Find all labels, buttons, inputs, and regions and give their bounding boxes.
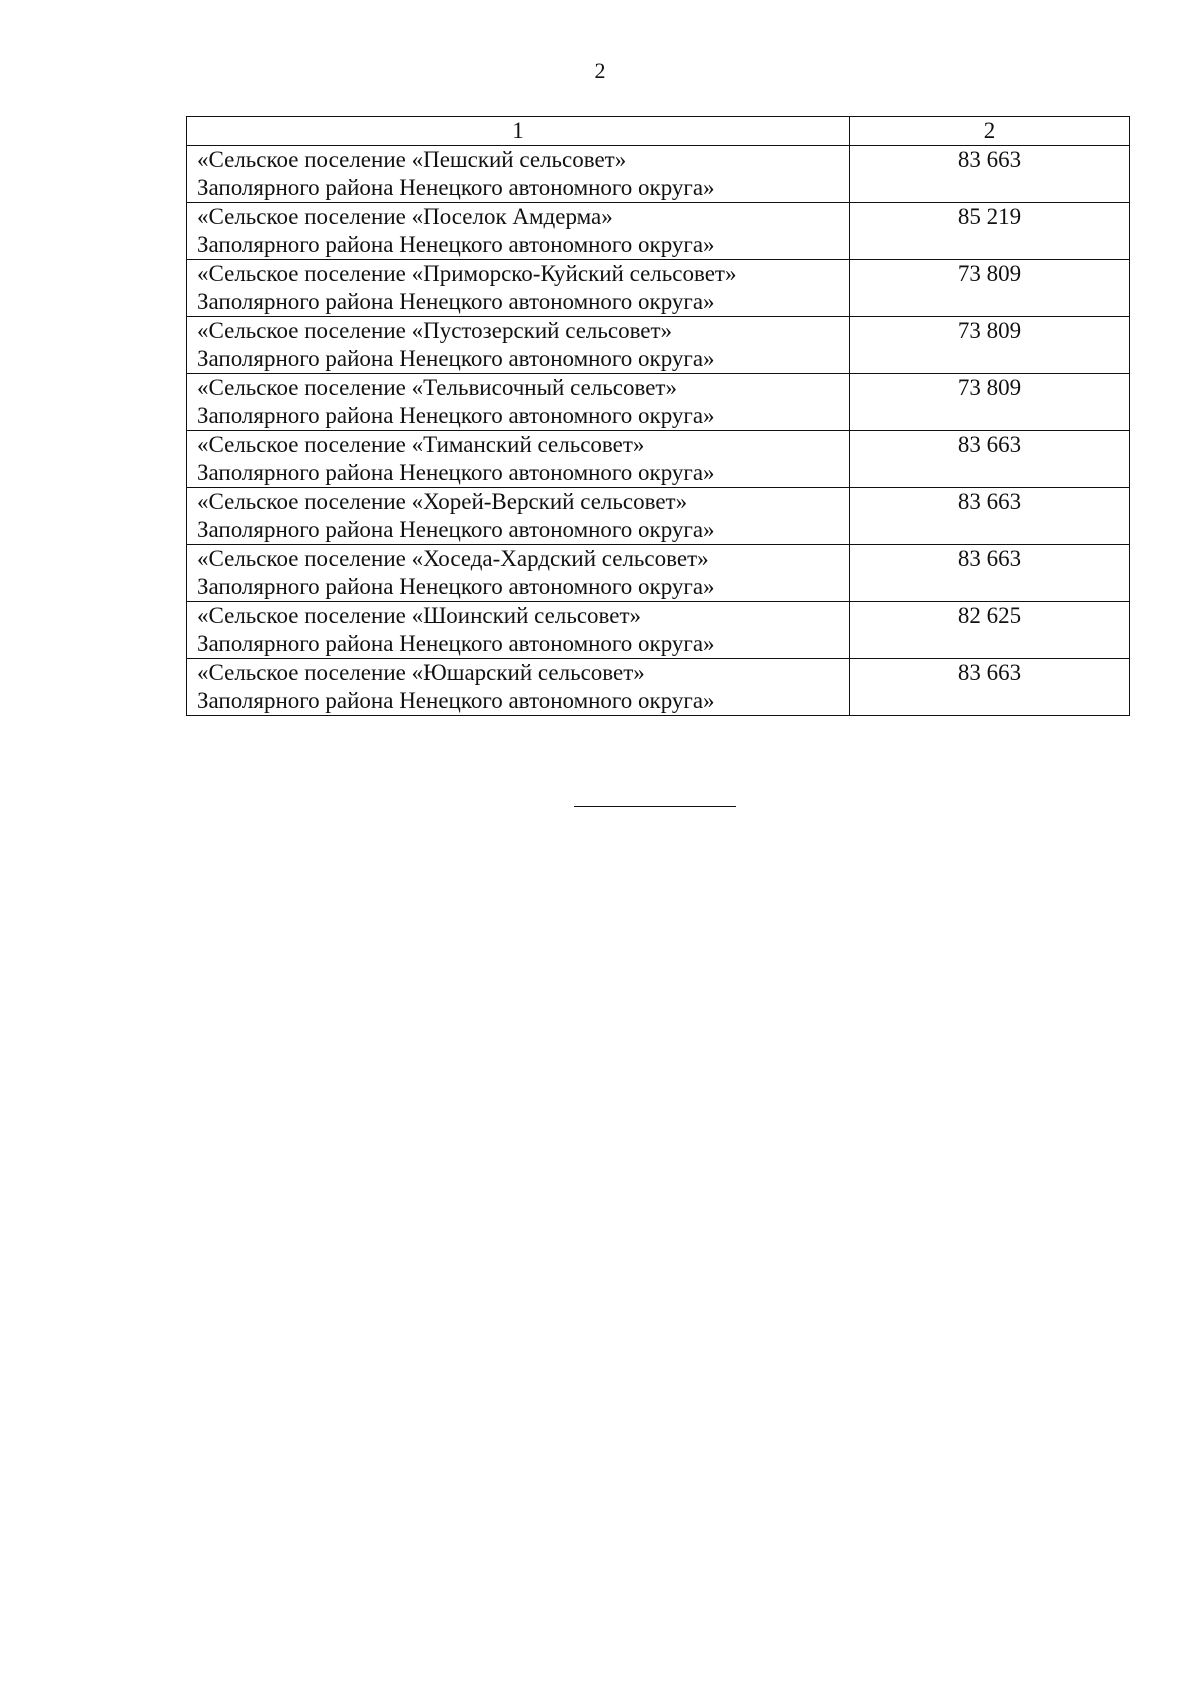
settlement-name-cell — [187, 203, 850, 260]
settlement-name-cell — [187, 545, 850, 602]
settlement-value-cell: 85 219 — [850, 203, 1130, 260]
table-row — [187, 146, 1130, 203]
settlement-value-cell: 73 809 — [850, 374, 1130, 431]
table-row — [187, 260, 1130, 317]
settlement-name-line1: «Сельское поселение «Хорей-Верский сельсовет» — [197, 489, 688, 514]
settlement-value-cell: 83 663 — [850, 431, 1130, 488]
closing-rule — [574, 806, 736, 807]
settlement-name-line2: Заполярного района Ненецкого автономного округа» — [197, 631, 715, 656]
settlement-value-cell: 83 663 — [850, 146, 1130, 203]
settlement-value-cell: 83 663 — [850, 488, 1130, 545]
settlement-name-line2: Заполярного района Ненецкого автономного округа» — [197, 232, 715, 257]
settlement-name-line1: «Сельское поселение «Приморско-Куйский сельсовет» — [197, 261, 737, 286]
settlement-value-cell: 73 809 — [850, 260, 1130, 317]
settlement-name-line2: Заполярного района Ненецкого автономного округа» — [197, 517, 715, 542]
settlement-name-line2: Заполярного района Ненецкого автономного округа» — [197, 460, 715, 485]
settlement-name-cell — [187, 602, 850, 659]
settlement-name-line2: Заполярного района Ненецкого автономного округа» — [197, 346, 715, 371]
settlement-value-cell: 82 625 — [850, 602, 1130, 659]
table-row — [187, 374, 1130, 431]
settlement-name-cell — [187, 431, 850, 488]
table-row — [187, 488, 1130, 545]
settlement-value-cell: 83 663 — [850, 545, 1130, 602]
settlements-table — [186, 116, 1130, 716]
settlement-name-line2: Заполярного района Ненецкого автономного округа» — [197, 688, 715, 713]
settlement-name-cell — [187, 146, 850, 203]
settlement-name-line2: Заполярного района Ненецкого автономного округа» — [197, 175, 715, 200]
table-header-row — [187, 117, 1130, 146]
table-row — [187, 545, 1130, 602]
table-row — [187, 659, 1130, 716]
settlement-name-line1: «Сельское поселение «Пустозерский сельсовет» — [197, 318, 673, 343]
table-row — [187, 317, 1130, 374]
settlement-name-line2: Заполярного района Ненецкого автономного округа» — [197, 403, 715, 428]
settlement-name-cell — [187, 488, 850, 545]
table-row — [187, 602, 1130, 659]
settlement-name-line1: «Сельское поселение «Пешский сельсовет» — [197, 147, 627, 172]
settlement-name-cell — [187, 659, 850, 716]
settlement-name-cell — [187, 317, 850, 374]
column-header-2: 2 — [850, 117, 1130, 146]
settlement-name-cell — [187, 260, 850, 317]
settlement-name-cell — [187, 374, 850, 431]
settlement-name-line2: Заполярного района Ненецкого автономного округа» — [197, 289, 715, 314]
settlement-name-line2: Заполярного района Ненецкого автономного округа» — [197, 574, 715, 599]
settlement-value-cell: 83 663 — [850, 659, 1130, 716]
page-number: 2 — [594, 58, 606, 83]
column-header-1: 1 — [187, 117, 850, 146]
settlement-name-line1: «Сельское поселение «Хоседа-Хардский сельсовет» — [197, 546, 709, 571]
table-row — [187, 431, 1130, 488]
settlement-value-cell: 73 809 — [850, 317, 1130, 374]
settlement-name-line1: «Сельское поселение «Тиманский сельсовет» — [197, 432, 645, 457]
settlement-name-line1: «Сельское поселение «Поселок Амдерма» — [197, 204, 613, 229]
settlement-name-line1: «Сельское поселение «Тельвисочный сельсовет» — [197, 375, 677, 400]
settlement-name-line1: «Сельское поселение «Юшарский сельсовет» — [197, 660, 645, 685]
table-row — [187, 203, 1130, 260]
settlement-name-line1: «Сельское поселение «Шоинский сельсовет» — [197, 603, 642, 628]
